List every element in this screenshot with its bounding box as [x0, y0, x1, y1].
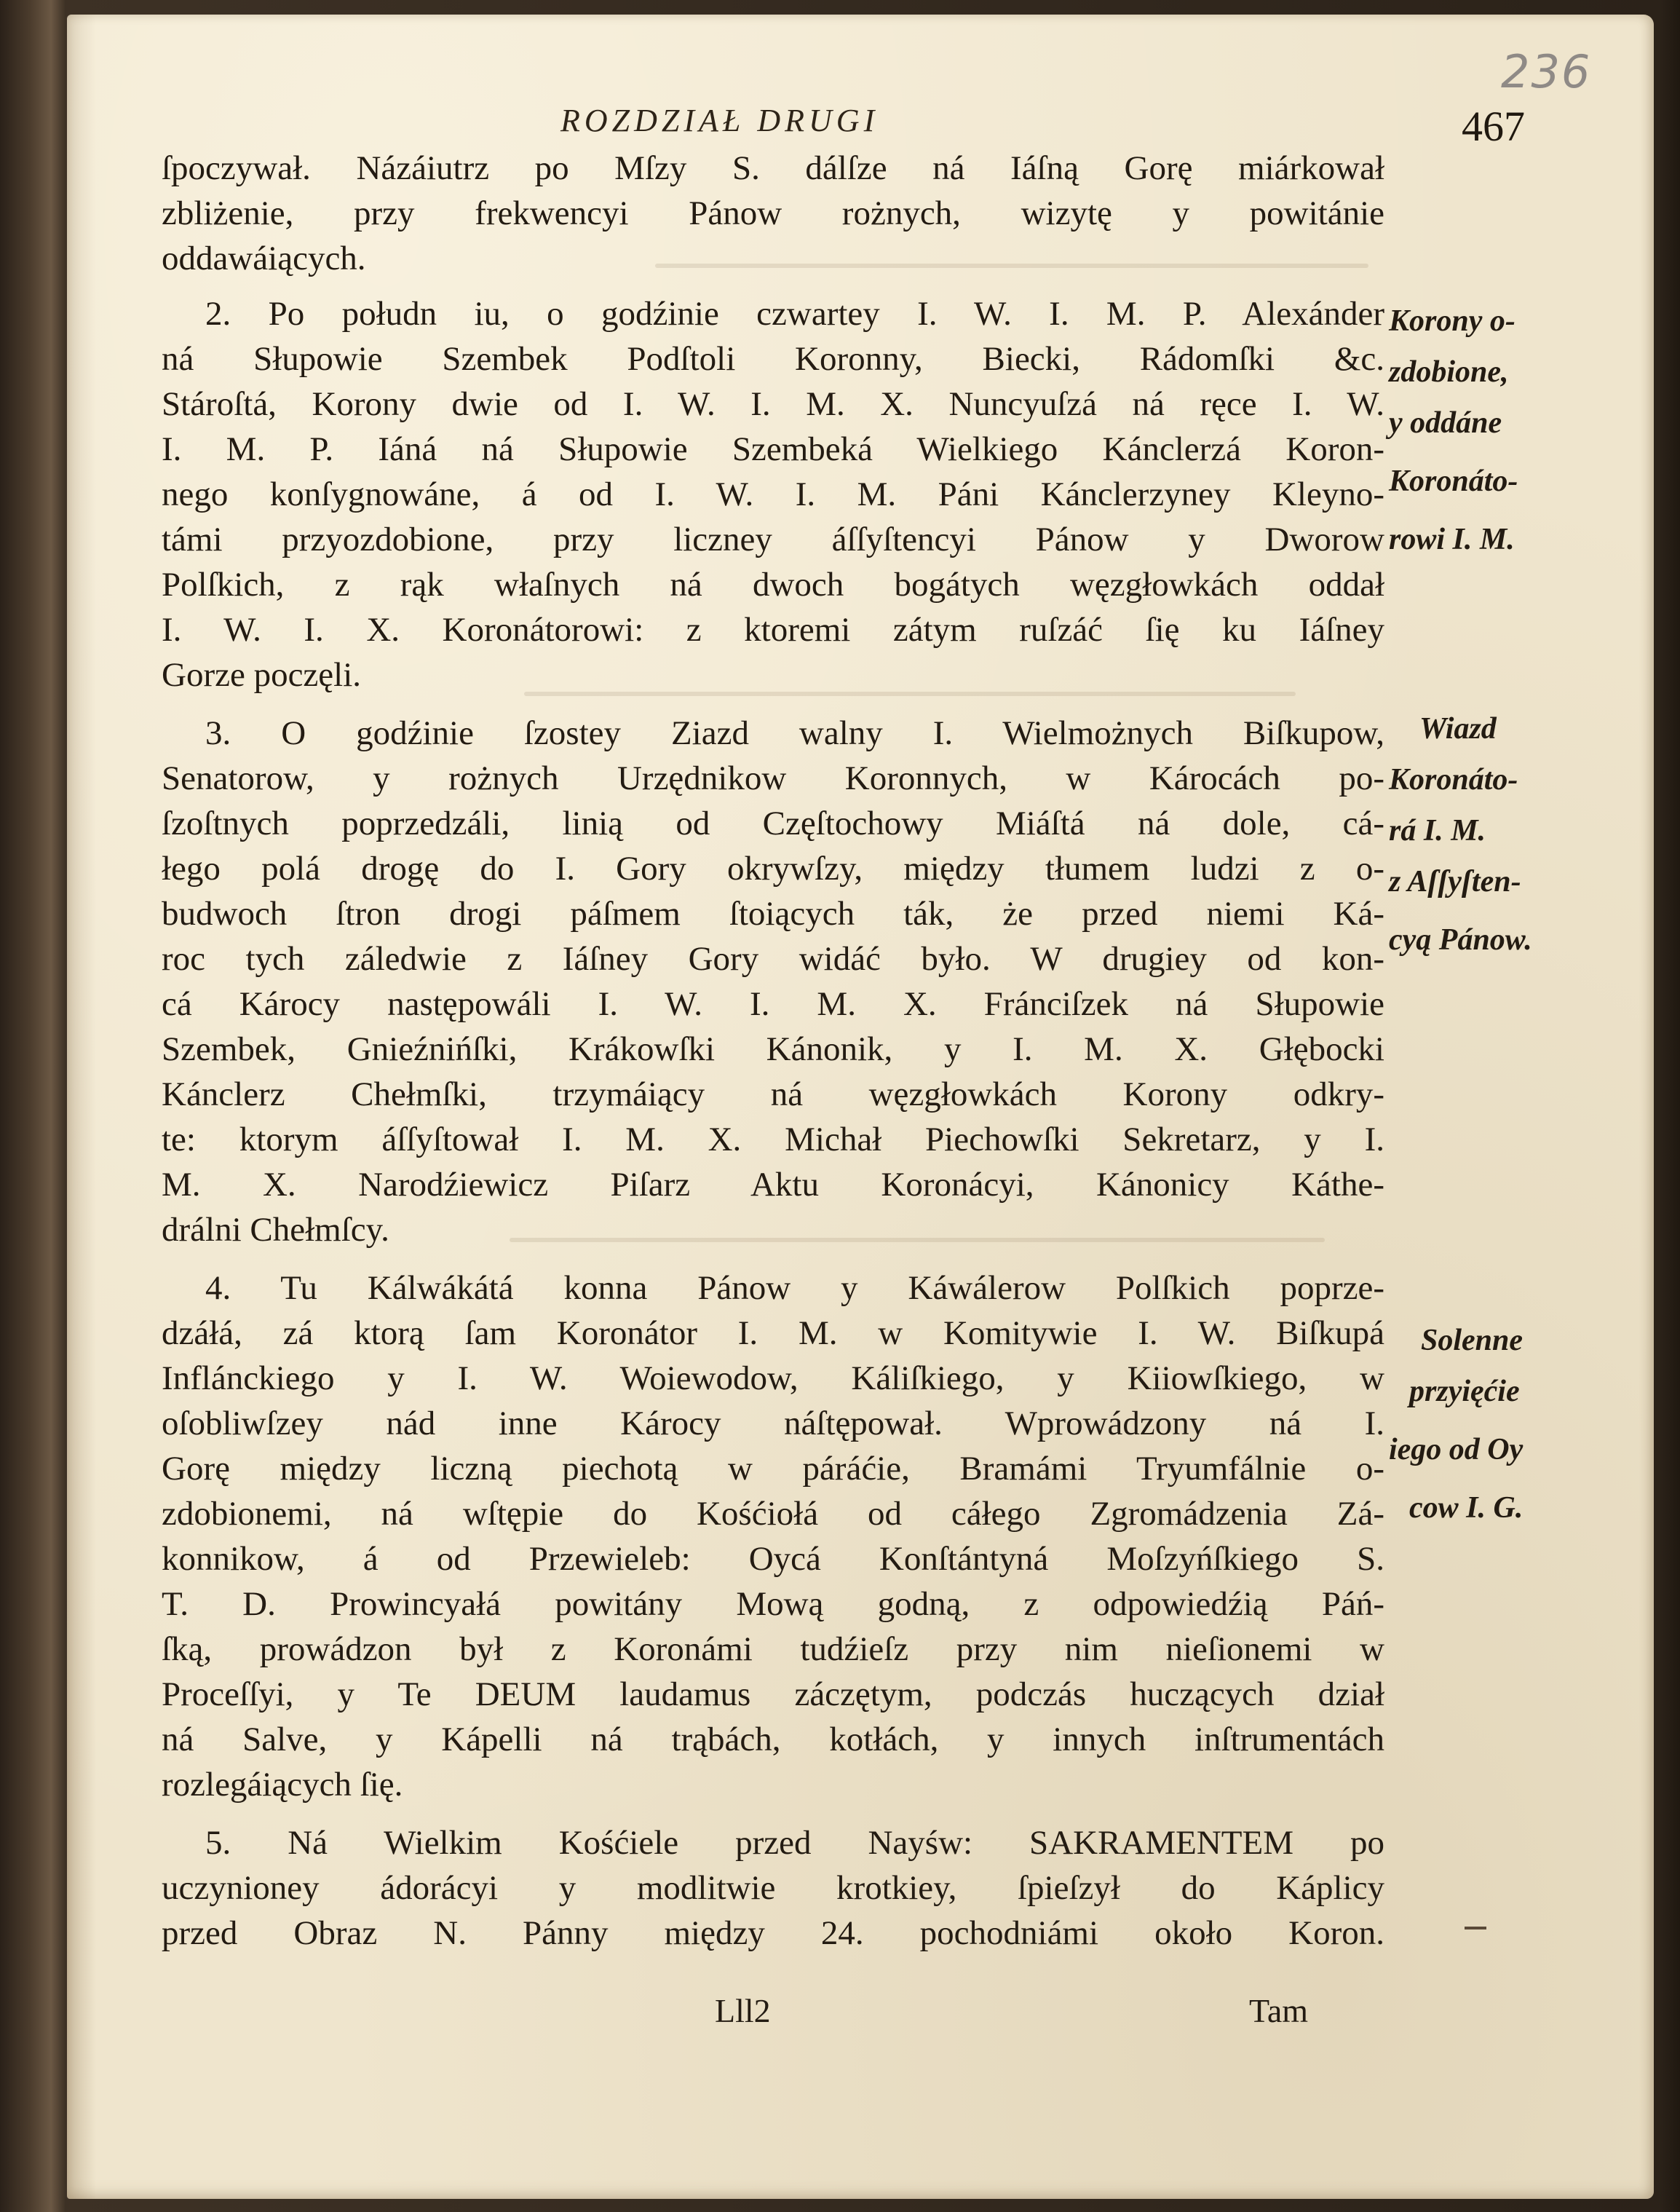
text-line: uczynioney ádorácyi y modlitwie krotkiey, ſpieſzył do Káplicy — [162, 1869, 1384, 1907]
text-line: rozlegáiących ſię. — [162, 1766, 403, 1804]
marginal-note: z Aſſyſten- — [1389, 865, 1521, 898]
text-line: konnikow, á od Przewieleb: Oycá Konſtántyná Moſzyńſkiego S. — [162, 1540, 1384, 1578]
text-line: zdobionemi, ná wſtępie do Kośćiołá od cáłego Zgromádzenia Zá- — [162, 1495, 1384, 1533]
text-line: ná Słupowie Szembek Podſtoli Koronny, Biecki, Rádomſki &c. — [162, 340, 1384, 378]
marginal-note: iego od Oy — [1389, 1433, 1524, 1466]
marginal-note: rowi I. M. — [1389, 523, 1515, 556]
text-line: I. W. I. X. Koronátorowi: z ktoremi zátym ruſzáć ſię ku Iáſney — [162, 611, 1384, 649]
text-line: Gorę między liczną piechotą w páráćie, Bramámi Tryumfálnie o- — [162, 1450, 1384, 1488]
text-line: przed Obraz N. Pánny między 24. pochodniámi około Koron. — [162, 1914, 1384, 1952]
text-line: 2. Po połudn iu, o godźinie czwartey I. W. I. M. P. Alexánder — [205, 295, 1384, 333]
text-line: Inflánckiego y I. W. Woiewodow, Káliſkiego, y Kiiowſkiego, w — [162, 1359, 1384, 1397]
handwritten-folio-number: 236 — [1501, 45, 1592, 98]
catchword: Tam — [1249, 1992, 1309, 2029]
text-line: Szembek, Gnieźnińſki, Krákowſki Kánonik, y I. M. X. Głębocki — [162, 1030, 1384, 1068]
marginal-note: Wiazd — [1419, 712, 1497, 746]
text-line: Senatorow, y rożnych Urzędnikow Koronnych, w Károcách po- — [162, 759, 1384, 797]
marginal-note: cow I. G. — [1409, 1491, 1524, 1525]
text-line: támi przyozdobione, przy liczney áſſyſtencyi Pánow y Dworow — [162, 521, 1384, 558]
marginal-note: przyięćie — [1409, 1375, 1520, 1408]
page-number: 467 — [1462, 103, 1525, 150]
text-line: ſzoſtnych poprzedzáli, linią od Częſtochowy Miáſtá ná dole, cá- — [162, 805, 1384, 842]
text-line: budwoch ſtron drogi páſmem ſtoiących ták, że przed niemi Ká- — [162, 895, 1384, 933]
marginal-note: rá I. M. — [1389, 814, 1486, 848]
text-line: Kánclerz Chełmſki, trzymáiący ná węzgłowkách Korony odkry- — [162, 1075, 1384, 1113]
marginal-note: zdobione, — [1389, 355, 1509, 389]
marginal-note: Koronáto- — [1389, 465, 1518, 498]
marginal-note: Koronáto- — [1389, 763, 1518, 797]
text-line: Proceſſyi, y Te DEUM laudamus záczętym, podczás huczących dział — [162, 1675, 1384, 1713]
text-line: Gorze poczęli. — [162, 656, 362, 694]
text-line: Stároſtá, Korony dwie od I. W. I. M. X. Nuncyuſzá ná ręce I. W. — [162, 385, 1384, 423]
text-line: dzáłá, zá ktorą ſam Koronátor I. M. w Komitywie I. W. Biſkupá — [162, 1314, 1384, 1352]
text-line: te: ktorym áſſyſtował I. M. X. Michał Piechowſki Sekretarz, y I. — [162, 1121, 1384, 1158]
text-line: łego polá drogę do I. Gory okrywſzy, między tłumem ludzi z o- — [162, 850, 1384, 888]
text-line: oſobliwſzey nád inne Károcy náſtępował. Wprowádzony ná I. — [162, 1405, 1384, 1442]
text-line: ná Salve, y Kápelli ná trąbách, kotłách, y innych inſtrumentách — [162, 1721, 1384, 1758]
marginal-note: cyą Pánow. — [1389, 923, 1532, 957]
text-line: ſką, prowádzon był z Koronámi tudźieſz przy nim nieſionemi w — [162, 1630, 1384, 1668]
text-line: 5. Ná Wielkim Kośćiele przed Nayśw: SAKRAMENTEM po — [205, 1824, 1384, 1862]
text-line: T. D. Prowincyałá powitány Mową godną, z odpowiedźią Páń- — [162, 1585, 1384, 1623]
text-line: M. X. Narodźiewicz Piſarz Aktu Koronácyi, Kánonicy Káthe- — [162, 1166, 1384, 1204]
text-line: zbliżenie, przy frekwencyi Pánow rożnych, wizytę y powitánie — [162, 194, 1384, 232]
text-line: 3. O godźinie ſzostey Ziazd walny I. Wielmożnych Biſkupow, — [205, 714, 1384, 752]
signature-mark: Lll2 — [715, 1992, 771, 2029]
running-head: ROZDZIAŁ DRUGI — [560, 103, 879, 138]
marginal-note: Solenne — [1421, 1324, 1524, 1357]
text-line: drálni Chełmſcy. — [162, 1211, 389, 1249]
margin-dash-mark — [1465, 1927, 1486, 1929]
text-line: cá Károcy następowáli I. W. I. M. X. Fránciſzek ná Słupowie — [162, 985, 1384, 1023]
text-line: nego konſygnowáne, á od I. W. I. M. Páni Kánclerzyney Kleyno- — [162, 475, 1384, 513]
text-line: I. M. P. Iáná ná Słupowie Szembeká Wielkiego Kánclerzá Koron- — [162, 430, 1384, 468]
marginal-note: Korony o- — [1389, 304, 1515, 338]
text-line: 4. Tu Kálwákátá konna Pánow y Káwálerow Polſkich poprze- — [205, 1269, 1384, 1307]
text-line: Polſkich, z rąk właſnych ná dwoch bogátych węzgłowkách oddał — [162, 566, 1384, 604]
text-line: ſpoczywał. Názáiutrz po Mſzy S. dálſze ná Iáſną Gorę miárkował — [162, 149, 1384, 187]
marginal-note: y oddáne — [1389, 406, 1502, 440]
text-line: roc tych záledwie z Iáſney Gory widáć było. W drugiey od kon- — [162, 940, 1384, 978]
text-line: oddawáiących. — [162, 240, 366, 277]
